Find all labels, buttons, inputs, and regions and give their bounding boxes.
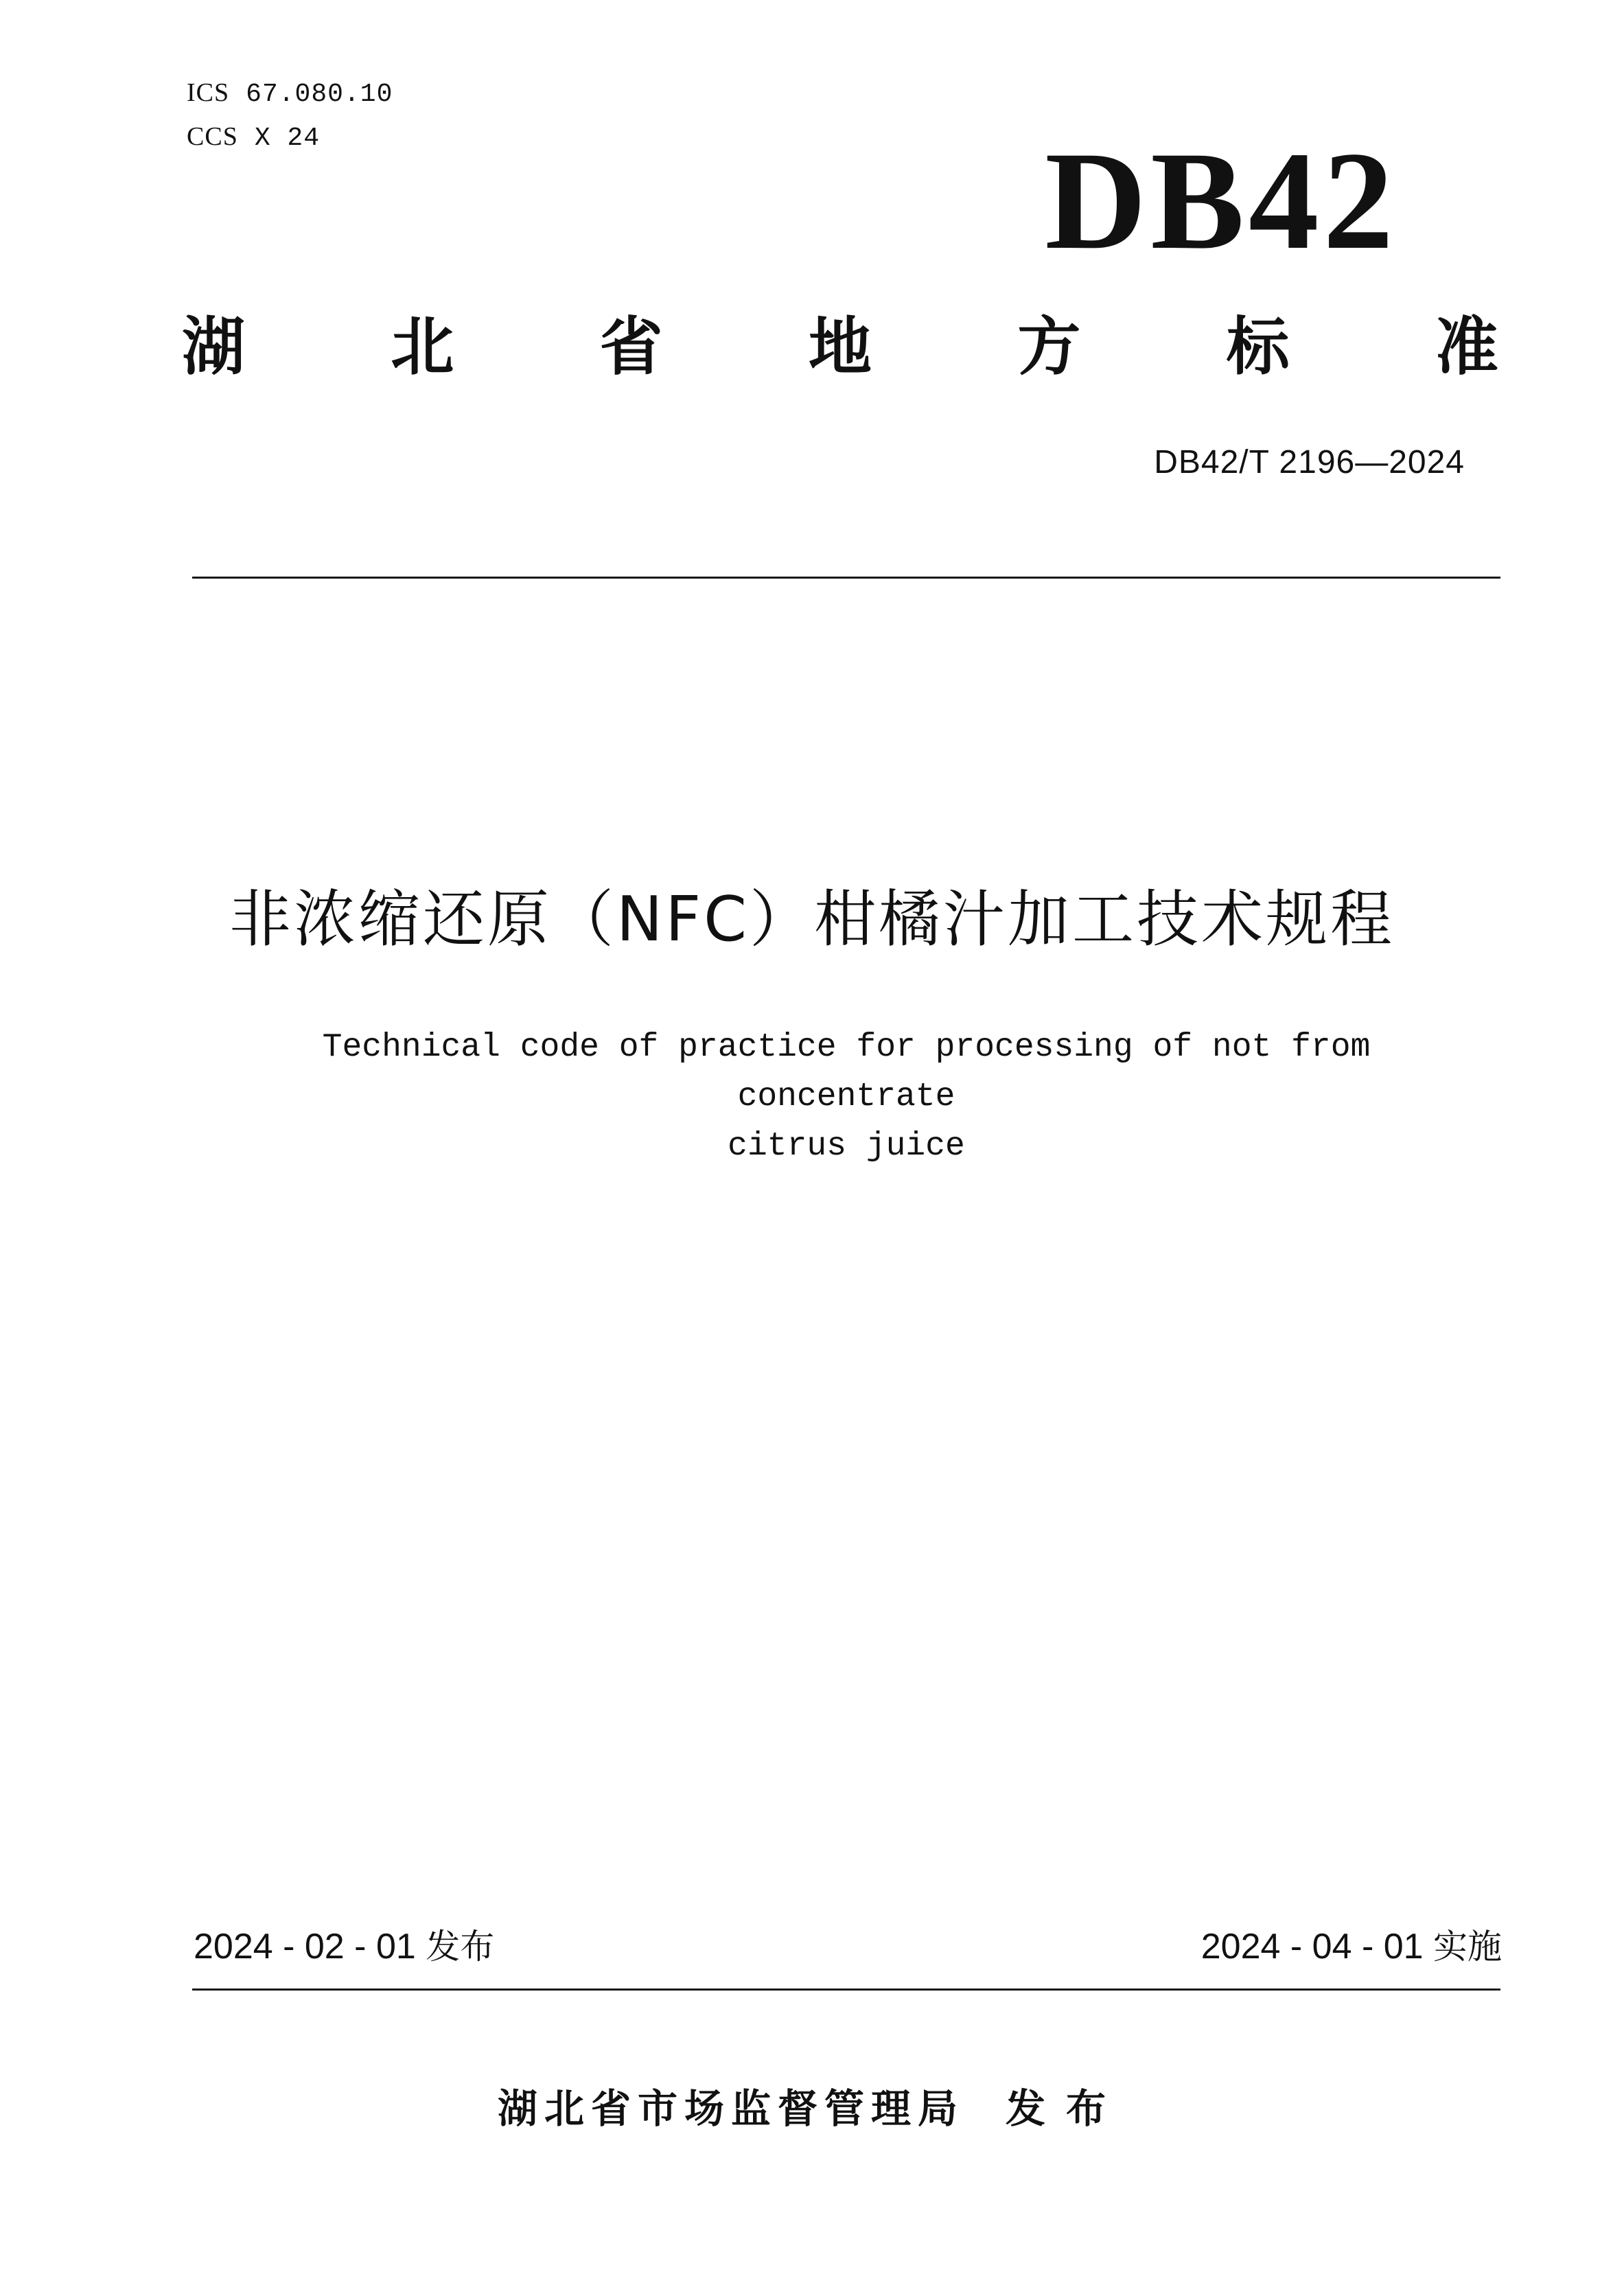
- standard-type-char: 准: [1435, 310, 1498, 384]
- db-code-mark: DB42: [1045, 123, 1397, 279]
- ics-label: ICS: [187, 78, 230, 107]
- standard-type-char: 地: [808, 310, 872, 384]
- ccs-label: CCS: [187, 122, 238, 151]
- standard-type-heading: [182, 310, 1498, 384]
- issue-date: [194, 1927, 495, 1967]
- standard-number: DB42/T 2196—2024: [1154, 444, 1465, 480]
- document-title-chinese: 非浓缩还原（NFC）柑橘汁加工技术规程: [229, 883, 1395, 955]
- standard-type-char: 标: [1226, 310, 1290, 384]
- footer-divider: [192, 1988, 1500, 1991]
- ics-classification: [187, 80, 393, 108]
- implementation-date-label: 实施: [1433, 1927, 1502, 1967]
- standard-type-char: 方: [1017, 310, 1081, 384]
- publish-action: 发布: [1006, 2085, 1127, 2132]
- implementation-date: [1200, 1927, 1502, 1967]
- document-title-english: [206, 1023, 1487, 1171]
- ccs-value: X 24: [254, 124, 321, 153]
- ics-value: 67.080.10: [246, 80, 393, 109]
- header-divider: [192, 577, 1500, 579]
- english-title-line: Technical code of practice for processing of not from concentrate: [322, 1029, 1371, 1115]
- publisher-name: 湖北省市场监督管理局: [497, 2085, 964, 2132]
- ccs-classification: [187, 124, 320, 152]
- implementation-date-value: 2024 - 04 - 01: [1200, 1927, 1424, 1967]
- publisher-line: [0, 2085, 1624, 2132]
- standard-type-char: 湖: [182, 310, 246, 384]
- standard-type-char: 北: [391, 310, 454, 384]
- english-title-line: citrus juice: [728, 1128, 965, 1165]
- issue-date-label: 发布: [426, 1927, 495, 1967]
- standard-type-char: 省: [599, 310, 663, 384]
- issue-date-value: 2024 - 02 - 01: [194, 1927, 416, 1967]
